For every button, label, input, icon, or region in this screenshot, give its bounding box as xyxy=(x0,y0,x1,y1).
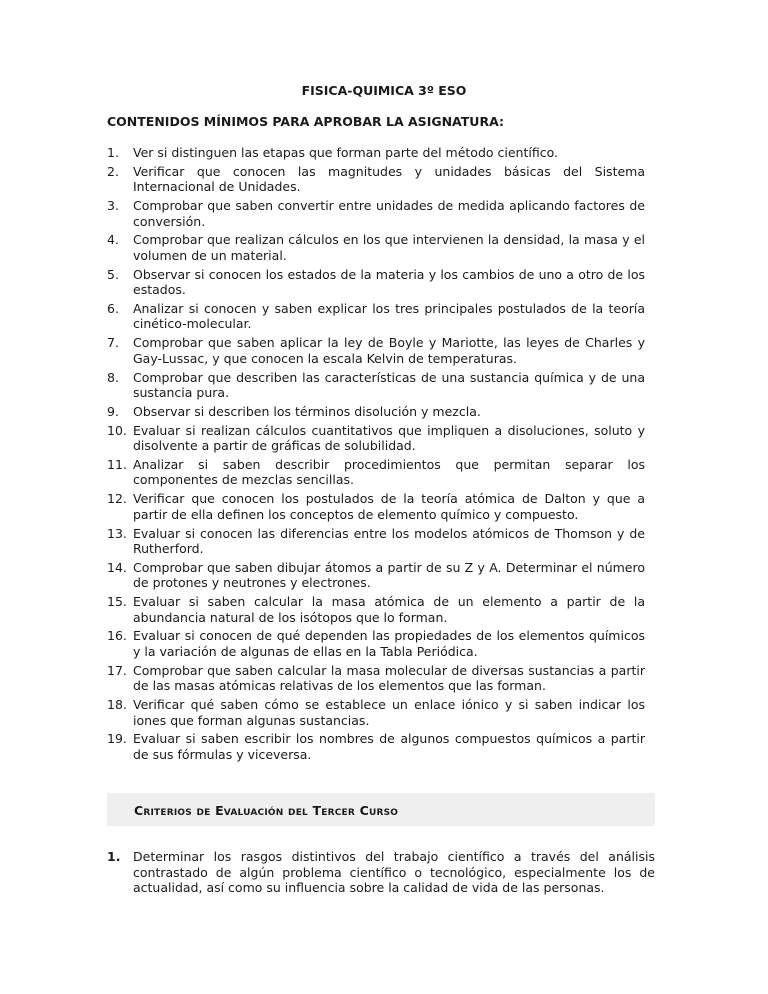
item-number: 17. xyxy=(107,662,127,678)
list-item xyxy=(107,145,645,161)
item-number: 6. xyxy=(107,300,119,316)
item-number: 10. xyxy=(107,422,127,438)
item-number: 19. xyxy=(107,731,127,747)
item-number: 1. xyxy=(107,849,121,864)
list-item xyxy=(107,335,645,366)
list-item xyxy=(107,164,645,195)
item-number: 8. xyxy=(107,369,119,385)
list-item xyxy=(107,457,645,488)
item-text: Evaluar si conocen las diferencias entre los modelos atómicos de Thomson y de Rutherford. xyxy=(133,525,645,557)
item-number: 9. xyxy=(107,403,119,419)
list-item xyxy=(107,370,645,401)
item-text: Verificar que conocen las magnitudes y unidades básicas del Sistema Internacional de Unidades. xyxy=(133,163,645,195)
list-item xyxy=(107,526,645,557)
item-text: Verificar qué saben cómo se establece un enlace iónico y si saben indicar los iones que forman algunas sustancias. xyxy=(133,697,645,728)
item-text: Observar si describen los términos disolución y mezcla. xyxy=(133,403,481,419)
section-heading: CONTENIDOS MÍNIMOS PARA APROBAR LA ASIGNATURA: xyxy=(107,114,504,129)
item-text: Ver si distinguen las etapas que forman parte del método científico. xyxy=(133,145,558,160)
list-item xyxy=(107,849,655,896)
item-number: 12. xyxy=(107,491,127,507)
item-text: Evaluar si realizan cálculos cuantitativos que impliquen a disoluciones, soluto y disolvente a partir de gráficas de solubilidad. xyxy=(133,422,645,454)
item-number: 16. xyxy=(107,628,127,644)
list-item xyxy=(107,491,645,522)
list-item xyxy=(107,423,645,454)
item-text: Comprobar que saben aplicar la ley de Boyle y Mariotte, las leyes de Charles y Gay-Lussac, y que conocen la escala Kelvin de temperaturas. xyxy=(133,335,645,366)
item-text: Determinar los rasgos distintivos del trabajo científico a través del análisis contrastado de algún problema científico o tecnológico, especialmente los de actualidad, así como su influencia sobre la calidad de vida de las personas. xyxy=(133,849,655,895)
list-item xyxy=(107,232,645,263)
item-text: Analizar si conocen y saben explicar los tres principales postulados de la teoría cinético-molecular. xyxy=(133,300,645,332)
criteria-heading-band xyxy=(107,793,655,826)
item-number: 13. xyxy=(107,525,127,541)
item-number: 14. xyxy=(107,559,127,575)
item-text: Evaluar si conocen de qué dependen las propiedades de los elementos químicos y la variación de algunas de ellas en la Tabla Periódica. xyxy=(133,628,645,659)
list-item xyxy=(107,404,645,420)
item-text: Evaluar si saben escribir los nombres de algunos compuestos químicos a partir de sus fórmulas y viceversa. xyxy=(133,731,645,762)
item-text: Comprobar que describen las características de una sustancia química y de una sustancia pura. xyxy=(133,369,645,401)
item-text: Comprobar que saben dibujar átomos a partir de su Z y A. Determinar el número de protones y neutrones y electrones. xyxy=(133,559,645,591)
list-item xyxy=(107,663,645,694)
list-item xyxy=(107,267,645,298)
list-item xyxy=(107,301,645,332)
item-text: Observar si conocen los estados de la materia y los cambios de uno a otro de los estados. xyxy=(133,266,645,298)
item-text: Comprobar que realizan cálculos en los que intervienen la densidad, la masa y el volumen de un material. xyxy=(133,232,645,263)
list-item xyxy=(107,697,645,728)
contents-list xyxy=(107,145,645,766)
document-title: FISICA-QUIMICA 3º ESO xyxy=(301,83,467,98)
item-number: 7. xyxy=(107,335,119,351)
item-number: 11. xyxy=(107,456,127,472)
item-number: 18. xyxy=(107,697,127,713)
item-number: 2. xyxy=(107,163,119,179)
item-number: 3. xyxy=(107,198,119,214)
item-number: 15. xyxy=(107,594,127,610)
item-number: 5. xyxy=(107,266,119,282)
list-item xyxy=(107,594,645,625)
item-text: Comprobar que saben calcular la masa molecular de diversas sustancias a partir de las masas atómicas relativas de los elementos que las forman. xyxy=(133,662,645,694)
list-item xyxy=(107,560,645,591)
criteria-heading: Criterios de Evaluación del Tercer Curso xyxy=(134,803,399,818)
list-item xyxy=(107,731,645,762)
item-text: Verificar que conocen los postulados de la teoría atómica de Dalton y que a partir de ella definen los conceptos de elemento químico y compuesto. xyxy=(133,491,645,522)
item-text: Analizar si saben describir procedimientos que permitan separar los componentes de mezclas sencillas. xyxy=(133,456,645,488)
item-number: 1. xyxy=(107,145,119,160)
list-item xyxy=(107,628,645,659)
criteria-list xyxy=(107,849,655,896)
item-text: Evaluar si saben calcular la masa atómica de un elemento a partir de la abundancia natural de los isótopos que lo forman. xyxy=(133,594,645,625)
list-item xyxy=(107,198,645,229)
item-text: Comprobar que saben convertir entre unidades de medida aplicando factores de conversión. xyxy=(133,198,645,229)
item-number: 4. xyxy=(107,232,119,248)
